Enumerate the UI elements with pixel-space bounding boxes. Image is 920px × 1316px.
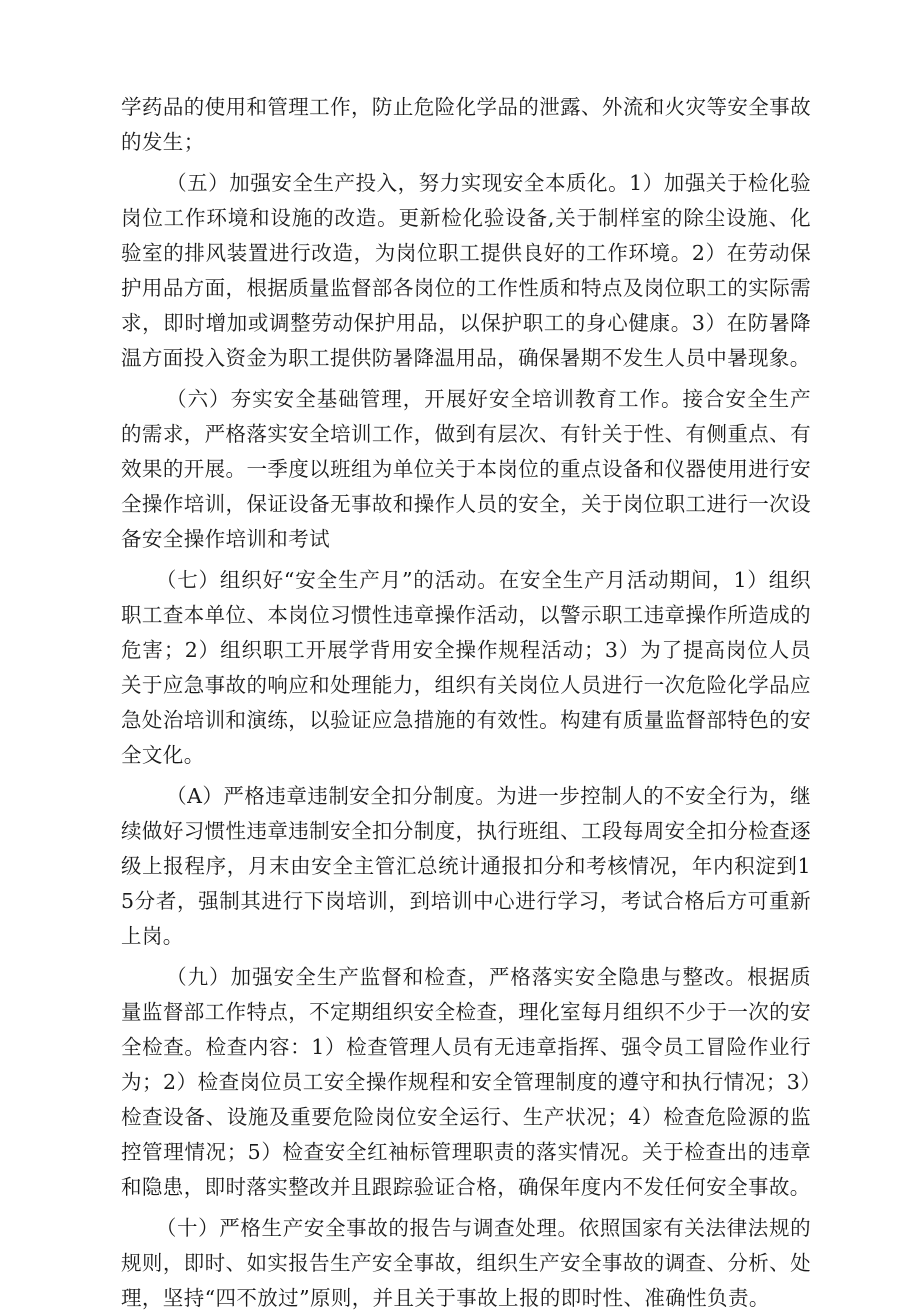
paragraph-section-7: （七）组织好“安全生产月”的活动。在安全生产月活动期间，1）组织职工查本单位、本岗位习惯性违章操作活动，以警示职工违章操作所造成的危害；2）组织职工开展学背用安全操作规程活动；3）为了提高岗位人员关于应急事故的响应和处理能力，组织有关岗位人员进行一次危险化学品应急处治培训和演练，以验证应急措施的有效性。构建有质量监督部特色的安全文化。 (121, 568, 811, 767)
paragraph-continuation: 学药品的使用和管理工作，防止危险化学品的泄露、外流和火灾等安全事故的发生； (121, 95, 811, 154)
paragraph-section-8: （A）严格违章违制安全扣分制度。为进一步控制人的不安全行为，继续做好习惯性违章违制安全扣分制度，执行班组、工段每周安全扣分检查逐级上报程序，月末由安全主管汇总统计通报扣分和考核情况，年内积淀到15分者，强制其进行下岗培训，到培训中心进行学习，考试合格后方可重新上岗。 (121, 784, 811, 948)
paragraph-section-9: （九）加强安全生产监督和检查，严格落实安全隐患与整改。根据质量监督部工作特点，不定期组织安全检查，理化室每月组织不少于一次的安全检查。检查内容：1）检查管理人员有无违章指挥、强令员工冒险作业行为；2）检查岗位员工安全操作规程和安全管理制度的遵守和执行情况；3）检查设备、设施及重要危险岗位安全运行、生产状况；4）检查危险源的监控管理情况；5）检查安全红袖标管理职责的落实情况。关于检查出的违章和隐患，即时落实整改并且跟踪验证合格，确保年度内不发任何安全事故。 (121, 965, 811, 1199)
paragraph-section-5: （五）加强安全生产投入，努力实现安全本质化。1）加强关于检化验岗位工作环境和设施的改造。更新检化验设备,关于制样室的除尘设施、化验室的排风装置进行改造，为岗位职工提供良好的工作环境。2）在劳动保护用品方面，根据质量监督部各岗位的工作性质和特点及岗位职工的实际需求，即时增加或调整劳动保护用品，以保护职工的身心健康。3）在防暑降温方面投入资金为职工提供防暑降温用品，确保暑期不发生人员中暑现象。 (121, 171, 811, 370)
paragraph-section-6: （六）夯实安全基础管理，开展好安全培训教育工作。接合安全生产的需求，严格落实安全培训工作，做到有层次、有针关于性、有侧重点、有效果的开展。一季度以班组为单位关于本岗位的重点设备和仪器使用进行安全操作培训，保证设备无事故和操作人员的安全，关于岗位职工进行一次设备安全操作培训和考试 (121, 387, 811, 551)
document-body (121, 90, 811, 1316)
paragraph-section-10: （十）严格生产安全事故的报告与调查处理。依照国家有关法律法规的规则，即时、如实报告生产安全事故，组织生产安全事故的调查、分析、处理，坚持“四不放过”原则，并且关于事故上报的即时性、准确性负责。 (121, 1216, 811, 1310)
